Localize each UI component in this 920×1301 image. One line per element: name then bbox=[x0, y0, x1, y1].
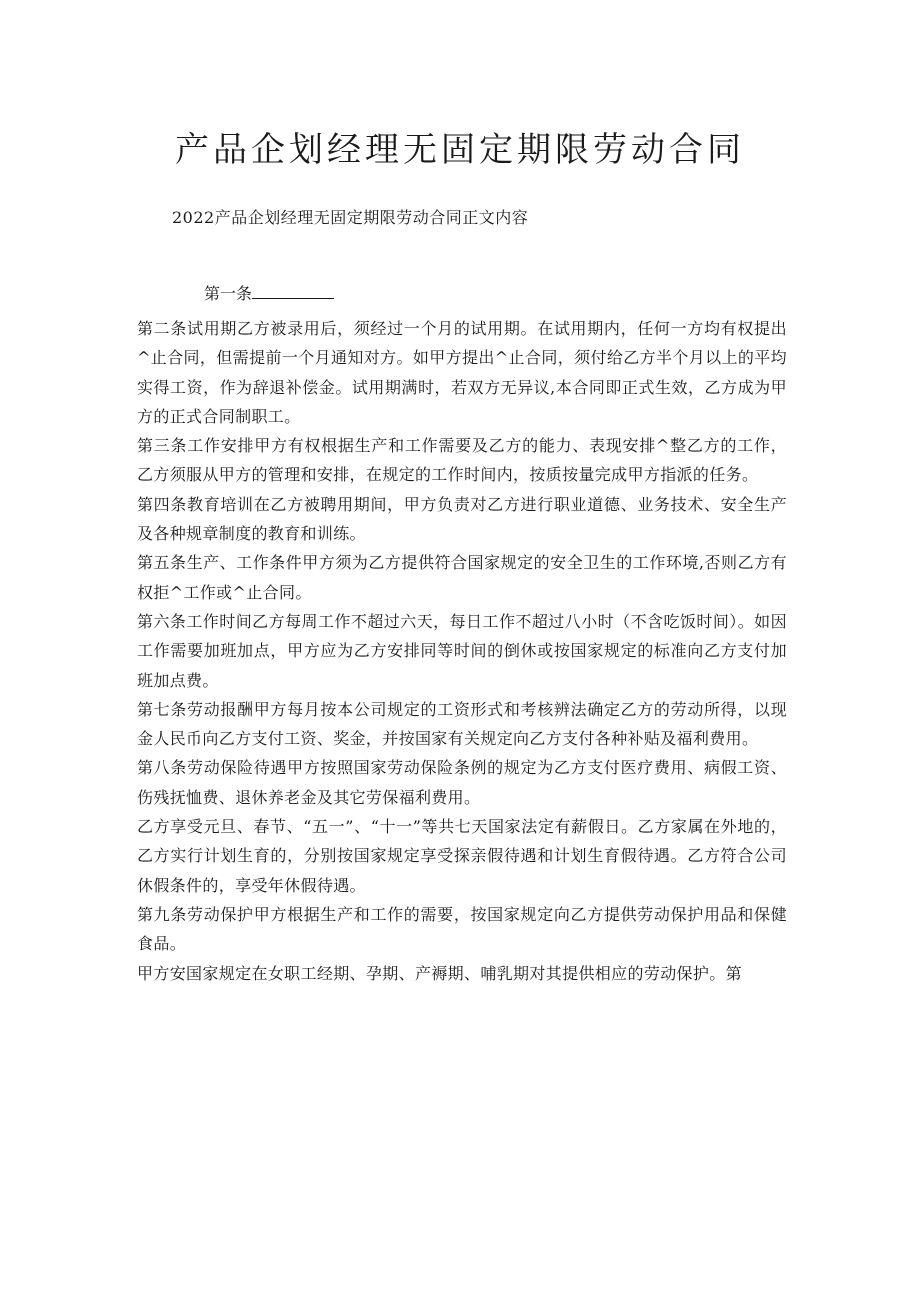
paragraph-article-3: 第三条工作安排甲方有权根据生产和工作需要及乙方的能力、表现安排^整乙方的工作，乙方须服从甲方的管理和安排，在规定的工作时间内，按质按量完成甲方指派的任务。 bbox=[137, 436, 787, 485]
paragraph-article-4: 第四条教育培训在乙方被聘用期间，甲方负责对乙方进行职业道德、业务技术、安全生产及各种规章制度的教育和训练。 bbox=[137, 494, 787, 544]
article-one bbox=[204, 282, 334, 306]
paragraph-article-6: 第六条工作时间乙方每周工作不超过六天，每日工作不超过八小时（不含吃饭时间）。如因工作需要加班加点，甲方应为乙方安排同等时间的倒休或按国家规定的标准向乙方支付加班加点费。 bbox=[137, 611, 787, 690]
article-one-label: 第一条 bbox=[204, 284, 253, 303]
paragraph-article-2: 第二条试用期乙方被录用后，须经过一个月的试用期。在试用期内，任何一方均有权提出^止合同，但需提前一个月通知对方。如甲方提出^止合同，须付给乙方半个月以上的平均实得工资，作为辞退补偿金。试用期满时，若双方无异议,本合同即正式生效，乙方成为甲方的正式合同制职工。 bbox=[137, 319, 787, 426]
document-subtitle: 2022产品企划经理无固定期限劳动合同正文内容 bbox=[172, 208, 529, 227]
paragraph-article-5: 第五条生产、工作条件甲方须为乙方提供符合国家规定的安全卫生的工作环境,否则乙方有权拒^工作或^止合同。 bbox=[137, 553, 787, 602]
contract-body bbox=[137, 314, 787, 988]
paragraph-female-protection: 甲方安国家规定在女职工经期、孕期、产褥期、哺乳期对其提供相应的劳动保护。第 bbox=[137, 963, 742, 983]
document-title: 产品企划经理无固定期限劳动合同 bbox=[175, 130, 745, 170]
paragraph-article-7: 第七条劳动报酬甲方每月按本公司规定的工资形式和考核辨法确定乙方的劳动所得，以现金人民币向乙方支付工资、奖金，并按国家有关规定向乙方支付各种补贴及福利费用。 bbox=[137, 699, 787, 749]
paragraph-holidays: 乙方享受元旦、春节、“五一”、“十一”等共七天国家法定有薪假日。乙方家属在外地的，乙方实行计划生育的，分别按国家规定享受探亲假待遇和计划生育假待遇。乙方符合公司休假条件的，享受年休假待遇。 bbox=[137, 817, 787, 895]
paragraph-article-8: 第八条劳动保险待遇甲方按照国家劳动保险条例的规定为乙方支付医疗费用、病假工资、伤残抚恤费、退休养老金及其它劳保福利费用。 bbox=[137, 758, 787, 807]
paragraph-article-9: 第九条劳动保护甲方根据生产和工作的需要，按国家规定向乙方提供劳动保护用品和保健食品。 bbox=[137, 904, 787, 954]
article-one-blank-line bbox=[252, 282, 334, 299]
